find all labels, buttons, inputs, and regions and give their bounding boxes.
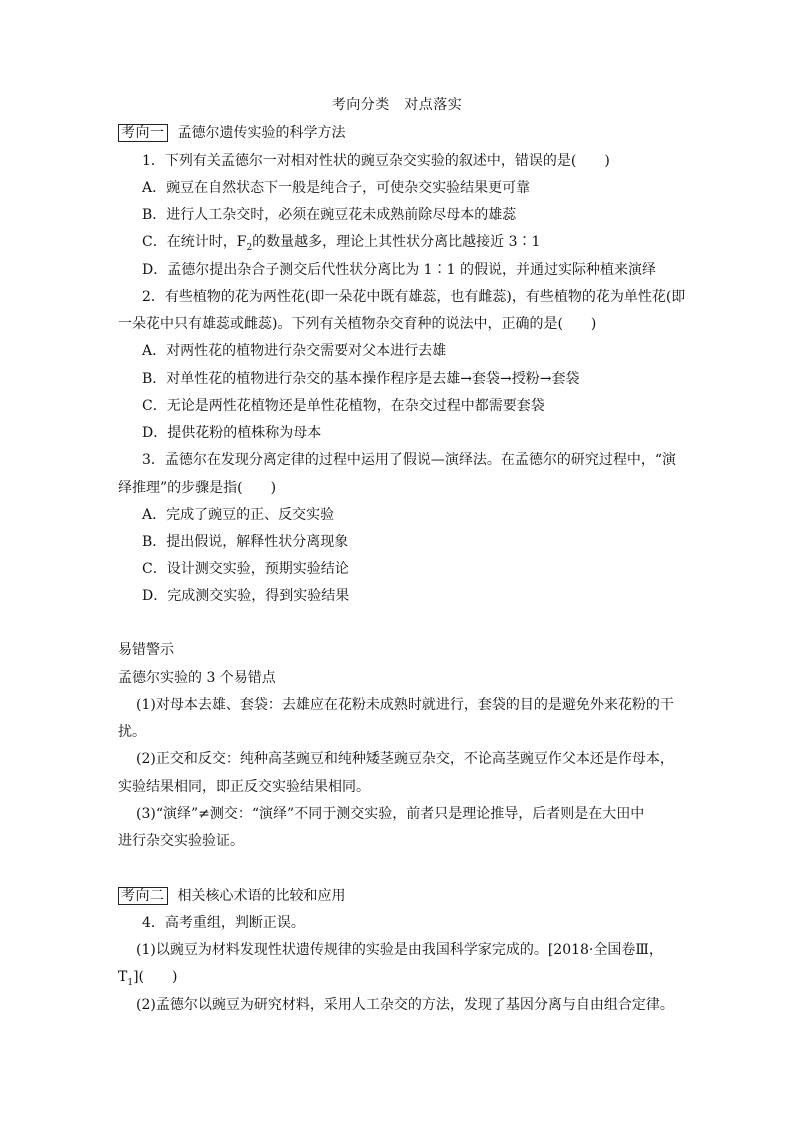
question-3-option-b: B．提出假说，解释性状分离现象: [142, 534, 349, 550]
warning-point-1-line-1: (1)对母本去雄、套袋：去雄应在花粉未成熟时就进行，套袋的目的是避免外来花粉的干: [136, 697, 674, 713]
question-1-stem: 1．下列有关孟德尔一对相对性状的豌豆杂交实验的叙述中，错误的是( ): [142, 153, 610, 169]
page-title: 考向分类 对点落实: [331, 97, 463, 113]
section-2-header: [0, 886, 794, 906]
section-2-heading: 相关核心术语的比较和应用: [177, 888, 346, 904]
question-3-option-a: A．完成了豌豆的正、反交实验: [142, 507, 335, 523]
section-1-tag: 考向一: [118, 124, 168, 142]
question-4-stem: 4．高考重组，判断正误。: [142, 915, 305, 931]
warning-point-1-line-2: 扰。: [118, 724, 146, 740]
question-2-option-c: C．无论是两性花植物还是单性花植物，在杂交过程中都需要套袋: [142, 398, 545, 414]
warning-point-3-line-1: (3)“演绎”≠测交：“演绎”不同于测交实验，前者只是理论推导，后者则是在大田中: [136, 806, 645, 822]
question-4-statement-1-line-1: (1)以豌豆为材料发现性状遗传规律的实验是由我国科学家完成的。[2018·全国卷Ⅲ，: [136, 942, 663, 958]
option-c-subscript: 2: [246, 242, 253, 253]
option-c-text-post: 的数量越多，理论上其性状分离比越接近 3∶1: [252, 234, 541, 250]
section-1-header: [0, 123, 794, 143]
warning-point-2-line-2: 实验结果相同，即正反交实验结果相同。: [118, 779, 370, 795]
option-c-text-pre: C．在统计时，F: [142, 234, 247, 250]
warning-point-2-line-1: (2)正交和反交：纯种高茎豌豆和纯种矮茎豌豆杂交，不论高茎豌豆作父本还是作母本，: [136, 751, 674, 767]
question-1-option-a: A．豌豆在自然状态下一般是纯合子，可使杂交实验结果更可靠: [142, 180, 531, 196]
warning-subtitle: 孟德尔实验的 3 个易错点: [118, 670, 276, 686]
warning-point-3-line-2: 进行杂交实验验证。: [118, 833, 244, 849]
question-3-option-c: C．设计测交实验，预期实验结论: [142, 561, 349, 577]
question-4-statement-2: (2)孟德尔以豌豆为研究材料，采用人工杂交的方法，发现了基因分离与自由组合定律。: [136, 997, 674, 1013]
statement-1-post: ]( ): [133, 969, 178, 985]
question-3-stem-line-1: 3．孟德尔在发现分离定律的过程中运用了假说—演绎法。在孟德尔的研究过程中，“演: [142, 452, 677, 468]
question-1-option-c: [0, 232, 794, 252]
warning-title: 易错警示: [118, 642, 174, 658]
section-2-tag: 考向二: [118, 887, 168, 905]
statement-1-subscript: 1: [127, 977, 134, 988]
question-4-statement-1-line-2: [0, 967, 794, 987]
section-1-heading: 孟德尔遗传实验的科学方法: [177, 125, 346, 141]
question-3-option-d: D．完成测交实验，得到实验结果: [142, 588, 350, 604]
question-2-option-b: B．对单性花的植物进行杂交的基本操作程序是去雄→套袋→授粉→套袋: [142, 371, 580, 387]
question-1-option-b: B．进行人工杂交时，必须在豌豆花未成熟前除尽母本的雄蕊: [142, 207, 517, 223]
statement-1-pre: T: [118, 969, 128, 985]
question-2-option-d: D．提供花粉的植株称为母本: [142, 425, 322, 441]
question-1-option-d: D．孟德尔提出杂合子测交后代性状分离比为 1∶1 的假说，并通过实际种植来演绎: [142, 262, 656, 278]
question-2-stem-line-1: 2．有些植物的花为两性花(即一朵花中既有雄蕊，也有雌蕊)，有些植物的花为单性花(即: [142, 289, 686, 305]
question-3-stem-line-2: 绎推理”的步骤是指( ): [118, 480, 277, 496]
question-2-stem-line-2: 一朵花中只有雄蕊或雌蕊)。下列有关植物杂交育种的说法中，正确的是( ): [118, 316, 597, 332]
question-2-option-a: A．对两性花的植物进行杂交需要对父本进行去雄: [142, 343, 447, 359]
